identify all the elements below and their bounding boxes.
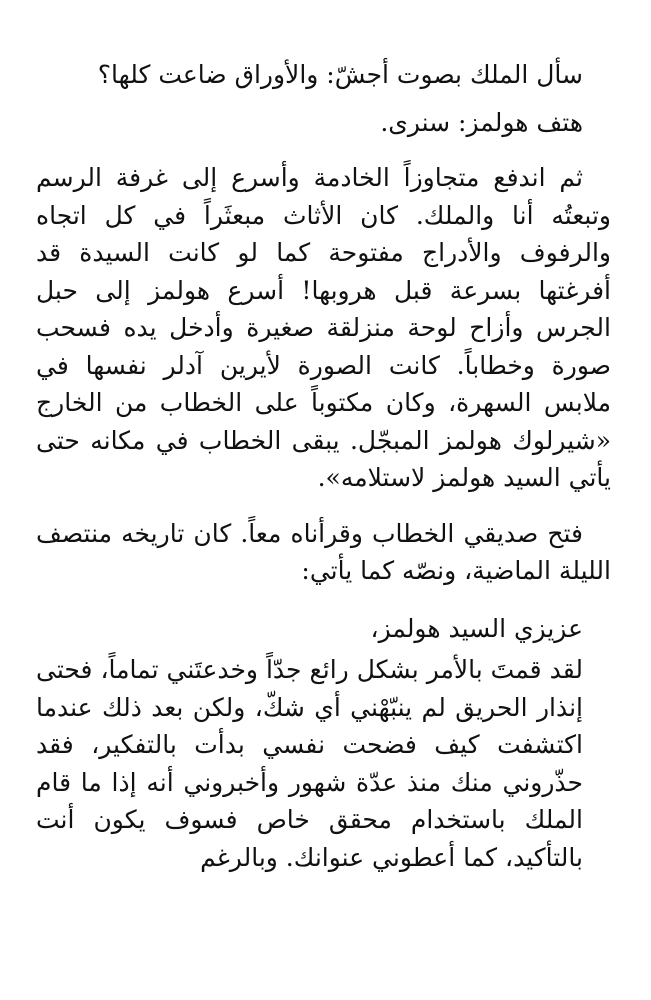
paragraph-drawing-room: ثم اندفع متجاوزاً الخادمة وأسرع إلى غرفة الرسم وتبعتُه أنا والملك. كان الأثاث مبعثَراً في كل اتجاه والرفوف والأدراج مفتوحة كما لو كانت السيدة قد أفرغتها بسرعة قبل هروبها! أسرع هولمز إلى حبل الجرس وأزاح لوحة منزلقة صغيرة وأدخل يده فسحب صورة وخطاباً. كانت الصورة لأيرين آدلر نفسها في ملابس السهرة، وكان مكتوباً على الخطاب من الخارج «شيرلوك هولمز المبجّل. يبقى الخطاب في مكانه حتى يأتي السيد هولمز لاستلامه». bbox=[36, 163, 611, 492]
letter-greeting: عزيزي السيد هولمز، bbox=[370, 613, 583, 643]
letter-block bbox=[36, 610, 611, 877]
paragraph-king-question: سأل الملك بصوت أجشّ: والأوراق ضاعت كلها؟ bbox=[97, 60, 583, 89]
letter-body: لقد قمتَ بالأمر بشكل رائع جدّاً وخدعتَني تماماً، فحتى إنذار الحريق لم ينبّهْني أي شكّ، ولكن بعد ذلك عندما اكتشفت كيف فضحت نفسي بدأت بالتفكير، فقد حذّروني منك منذ عدّة شهور وأخبروني أنه إذا ما قام الملك باستخدام محقق خاص فسوف يكون أنت بالتأكيد، كما أعطوني عنوانك. وبالرغم bbox=[36, 655, 583, 872]
paragraph-holmes-reply: هتف هولمز: سنرى. bbox=[380, 107, 583, 137]
paragraph-letter-intro: فتح صديقي الخطاب وقرأناه معاً. كان تاريخه منتصف الليلة الماضية، ونصّه كما يأتي: bbox=[36, 518, 611, 585]
